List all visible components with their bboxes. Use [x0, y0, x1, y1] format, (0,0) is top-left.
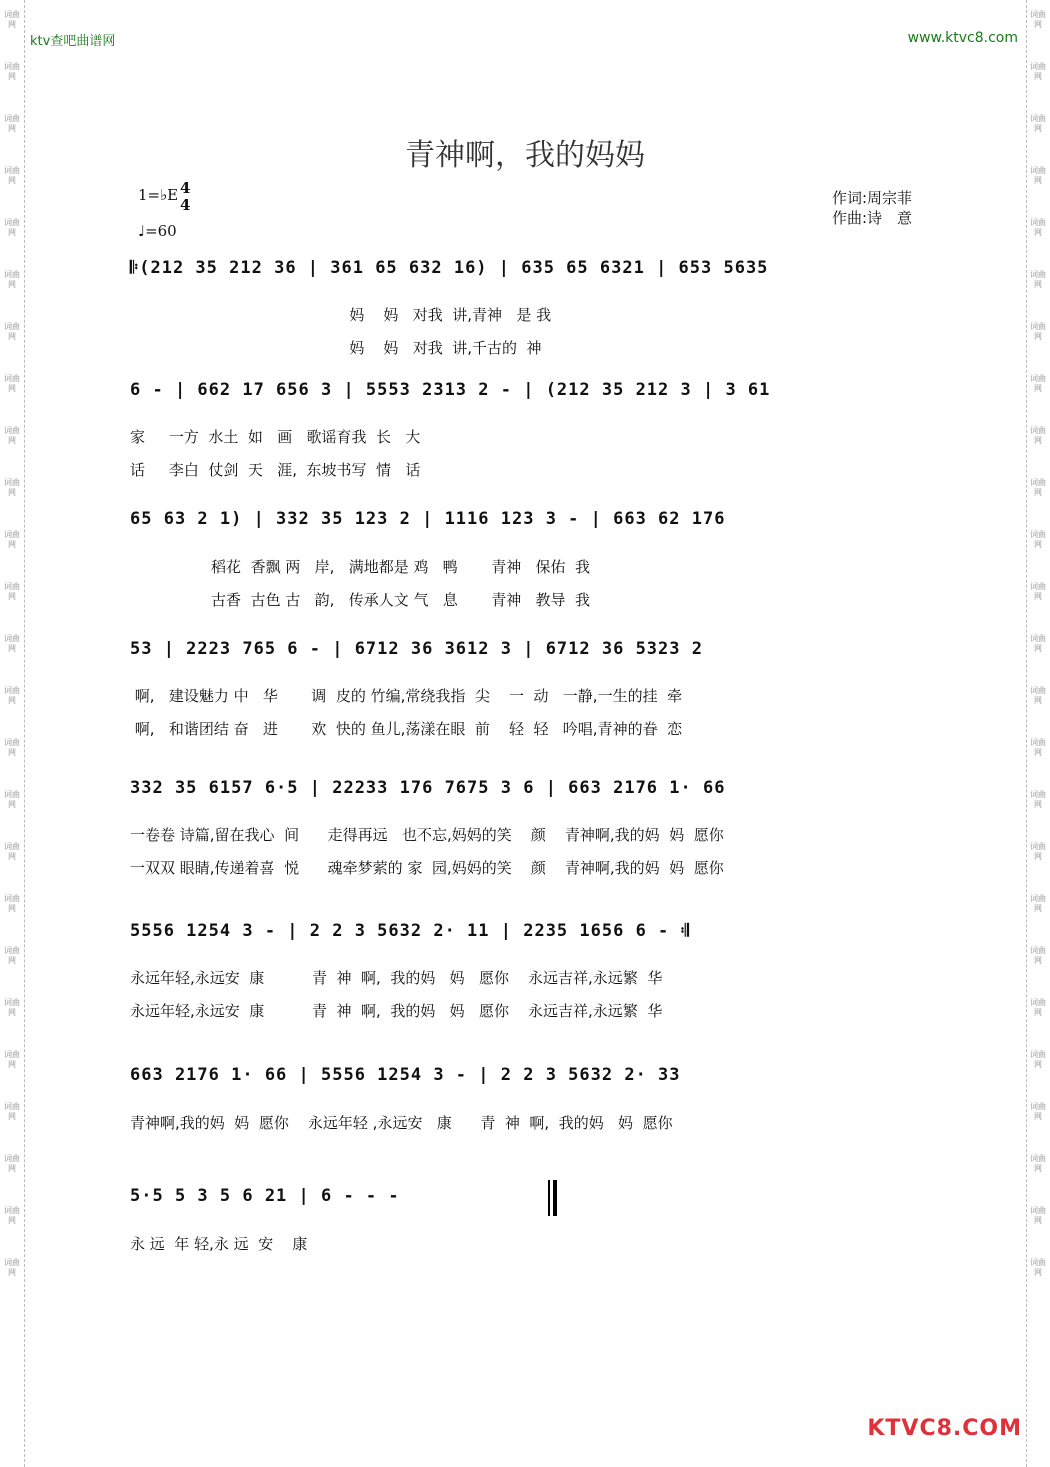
watermark: 词曲网 [1030, 946, 1046, 965]
watermark: 词曲网 [1030, 1154, 1046, 1173]
watermark: 词曲网 [1030, 62, 1046, 81]
watermark: 词曲网 [4, 530, 20, 549]
notation-line: 5556 1254 3 - | 2 2 3 5632 2· 11 | 2235 1656 6 - 𝄇 [130, 921, 690, 941]
notation-line: 6 - | 662 17 656 3 | 5553 2313 2 - | (212 35 212 3 | 3 61 [130, 380, 771, 400]
watermark: 词曲网 [4, 1206, 20, 1225]
lyric-line-verse2: 永远年轻,永远安 康 青 神 啊, 我的妈 妈 愿你 永远吉祥,永远繁 华 [130, 1002, 663, 1020]
watermark: 词曲网 [4, 1050, 20, 1069]
watermark: 词曲网 [1030, 1102, 1046, 1121]
watermark: 词曲网 [1030, 270, 1046, 289]
notation-line: 663 2176 1· 66 | 5556 1254 3 - | 2 2 3 5632 2· 33 [130, 1065, 681, 1085]
tempo-mark: ♩=60 [138, 222, 177, 240]
watermark: 词曲网 [1030, 426, 1046, 445]
final-barline-thin [548, 1180, 550, 1216]
watermark: 词曲网 [4, 114, 20, 133]
composer-credit: 作曲:诗 意 [832, 209, 913, 227]
key-signature: 1=♭E [138, 186, 179, 204]
watermark: 词曲网 [1030, 322, 1046, 341]
song-title: 青神啊，我的妈妈 [405, 138, 645, 173]
notation-line: 53 | 2223 765 6 - | 6712 36 3612 3 | 6712 36 5323 2 [130, 639, 703, 659]
watermark: 词曲网 [1030, 114, 1046, 133]
notation-line: 332 35 6157 6·5 | 22233 176 7675 3 6 | 663 2176 1· 66 [130, 778, 726, 798]
lyric-line-verse2: 一双双 眼睛,传递着喜 悦 魂牵梦萦的 家 园,妈妈的笑 颜 青神啊,我的妈 妈 愿你 [130, 859, 724, 877]
left-fold-line [24, 0, 25, 1467]
site-name: ktv查吧曲谱网 [30, 34, 116, 49]
watermark: 词曲网 [4, 1102, 20, 1121]
watermark: 词曲网 [4, 842, 20, 861]
watermark: 词曲网 [1030, 1258, 1046, 1277]
watermark: 词曲网 [4, 582, 20, 601]
watermark: 词曲网 [1030, 1206, 1046, 1225]
watermark: 词曲网 [1030, 218, 1046, 237]
watermark: 词曲网 [1030, 894, 1046, 913]
watermark: 词曲网 [4, 426, 20, 445]
right-fold-line [1026, 0, 1027, 1467]
time-signature [180, 180, 190, 214]
watermark: 词曲网 [1030, 1050, 1046, 1069]
watermark: 词曲网 [4, 218, 20, 237]
watermark: 词曲网 [1030, 374, 1046, 393]
watermark: 词曲网 [1030, 634, 1046, 653]
watermark: 词曲网 [4, 894, 20, 913]
meter-top: 4 [180, 179, 191, 197]
watermark: 词曲网 [4, 478, 20, 497]
watermark: 词曲网 [1030, 582, 1046, 601]
watermark: 词曲网 [4, 738, 20, 757]
notation-line: 65 63 2 1) | 332 35 123 2 | 1116 123 3 - | 663 62 176 [130, 509, 726, 529]
watermark: 词曲网 [1030, 686, 1046, 705]
site-logo: KTVC8.COM [867, 1416, 1022, 1441]
watermark: 词曲网 [1030, 10, 1046, 29]
left-watermark-column [2, 0, 22, 1467]
watermark: 词曲网 [4, 322, 20, 341]
watermark: 词曲网 [1030, 478, 1046, 497]
lyric-line-verse1: 稻花 香飘 两 岸, 满地都是 鸡 鸭 青神 保佑 我 [130, 558, 591, 576]
watermark: 词曲网 [1030, 166, 1046, 185]
notation-line: 𝄆(212 35 212 36 | 361 65 632 16) | 635 65 6321 | 653 5635 [130, 258, 769, 278]
lyric-line-verse2: 妈 妈 对我 讲,千古的 神 [130, 339, 542, 357]
watermark: 词曲网 [4, 166, 20, 185]
lyric-line-verse1: 青神啊,我的妈 妈 愿你 永远年轻 ,永远安 康 青 神 啊, 我的妈 妈 愿你 [130, 1114, 673, 1132]
watermark: 词曲网 [4, 10, 20, 29]
watermark: 词曲网 [4, 634, 20, 653]
lyric-line-verse2: 啊, 和谐团结 奋 进 欢 快的 鱼儿,荡漾在眼 前 轻 轻 吟唱,青神的眷 恋 [130, 720, 683, 738]
watermark: 词曲网 [1030, 842, 1046, 861]
lyric-line-verse1: 一卷卷 诗篇,留在我心 间 走得再远 也不忘,妈妈的笑 颜 青神啊,我的妈 妈 愿你 [130, 826, 724, 844]
meter-bottom: 4 [180, 196, 191, 214]
notation-line: 5·5 5 3 5 6 21 | 6 - - - [130, 1186, 400, 1206]
watermark: 词曲网 [1030, 530, 1046, 549]
watermark: 词曲网 [4, 686, 20, 705]
right-watermark-column [1028, 0, 1048, 1467]
lyricist-credit: 作词:周宗菲 [832, 189, 913, 207]
watermark: 词曲网 [4, 998, 20, 1017]
lyric-line-verse1: 啊, 建设魅力 中 华 调 皮的 竹编,常绕我指 尖 一 动 一静,一生的挂 牵 [130, 687, 683, 705]
watermark: 词曲网 [4, 1258, 20, 1277]
lyric-line-verse2: 话 李白 仗剑 天 涯, 东坡书写 情 话 [130, 461, 421, 479]
lyric-line-verse2: 古香 古色 古 韵, 传承人文 气 息 青神 教导 我 [130, 591, 591, 609]
lyric-line-verse1: 妈 妈 对我 讲,青神 是 我 [130, 306, 552, 324]
watermark: 词曲网 [4, 790, 20, 809]
watermark: 词曲网 [4, 1154, 20, 1173]
lyric-line-verse1: 家 一方 水土 如 画 歌谣育我 长 大 [130, 428, 421, 446]
watermark: 词曲网 [1030, 790, 1046, 809]
final-barline-thick [553, 1180, 557, 1216]
watermark: 词曲网 [1030, 738, 1046, 757]
watermark: 词曲网 [4, 946, 20, 965]
watermark: 词曲网 [4, 270, 20, 289]
site-url[interactable]: www.ktvc8.com [907, 30, 1018, 46]
watermark: 词曲网 [1030, 998, 1046, 1017]
lyric-line-verse1: 永远年轻,永远安 康 青 神 啊, 我的妈 妈 愿你 永远吉祥,永远繁 华 [130, 969, 663, 987]
watermark: 词曲网 [4, 62, 20, 81]
lyric-line-verse1: 永 远 年 轻,永 远 安 康 [130, 1235, 308, 1253]
watermark: 词曲网 [4, 374, 20, 393]
